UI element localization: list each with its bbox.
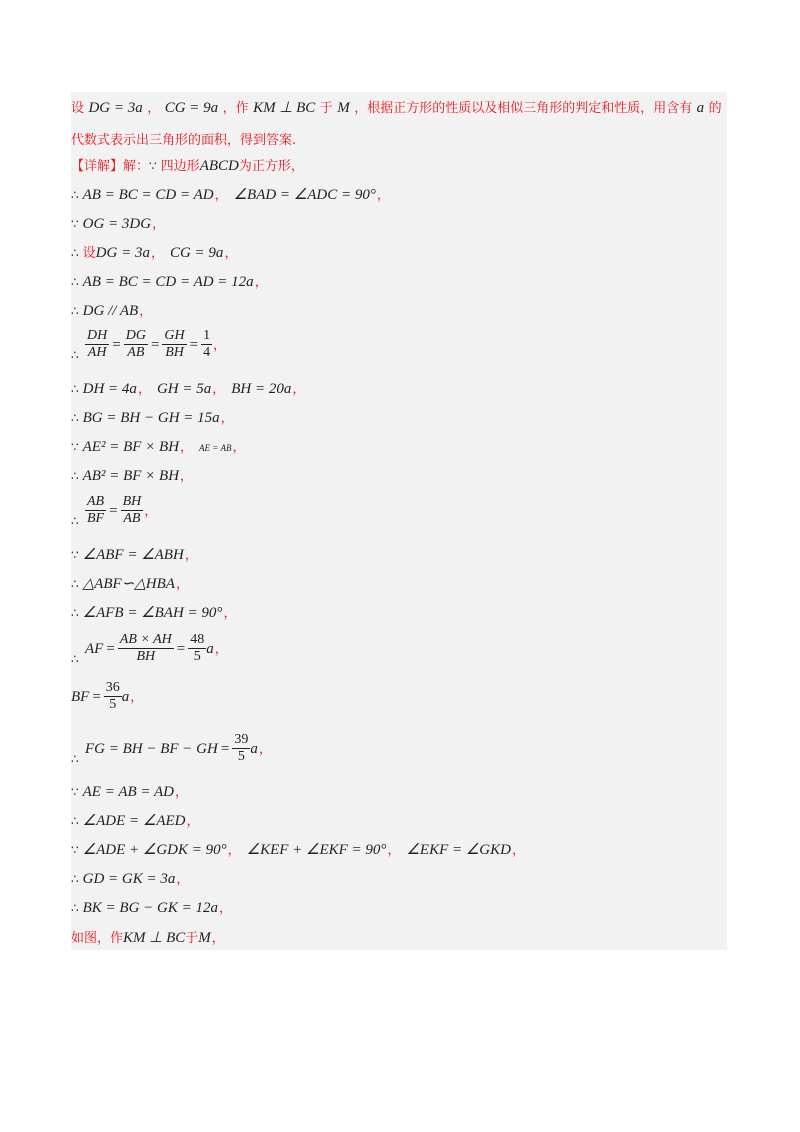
step-line (71, 185, 727, 206)
punct: ， (144, 504, 158, 519)
therefore-symbol: ∴ (71, 577, 79, 591)
last-line (71, 928, 727, 949)
therefore-symbol: ∴ (71, 411, 79, 425)
math: FG = BH − BF − GH (85, 741, 218, 757)
fraction: $\frac{AB}{BF}$ (87, 494, 105, 526)
intro-line-1 (71, 98, 727, 119)
punct: ， (139, 304, 153, 319)
therefore-symbol: ∴ (71, 275, 79, 289)
step-line (71, 301, 727, 322)
therefore-symbol: ∴ (71, 382, 79, 396)
math: DG = 3a (95, 245, 150, 261)
therefore-symbol: ∴ (71, 514, 79, 528)
punct: ， (214, 642, 228, 657)
therefore-symbol: ∴ (71, 901, 79, 915)
math: a (121, 689, 130, 705)
fraction-line: ∴ FG = BH − BF − GH = $\frac{39}{5}$ a， (71, 732, 272, 766)
math: ∠ADE = ∠AED (82, 813, 186, 829)
therefore-symbol: ∴ (71, 606, 79, 620)
step-line (71, 574, 727, 595)
math: DH = 4a (82, 381, 137, 397)
step-line (71, 898, 727, 919)
therefore-symbol: ∴ (71, 469, 79, 483)
math: M (198, 930, 211, 946)
text: 四边形 (160, 159, 200, 174)
detail-label: 【详解】 (71, 159, 124, 174)
math: KM ⊥ BC (123, 930, 186, 946)
fraction-line: BF = $\frac{36}{5}$ a， (71, 680, 144, 712)
math: AE² = BF × BH (82, 439, 180, 455)
therefore-symbol: ∴ (71, 246, 79, 260)
detail-header (71, 156, 727, 177)
punct: ， (175, 785, 189, 800)
punct: ， (232, 440, 246, 455)
fraction: $\frac{BH}{AB}$ (122, 494, 142, 526)
math: CG = 9a (164, 100, 219, 116)
text: 于 (319, 101, 333, 116)
math: ∠ADE + ∠GDK = 90° (82, 842, 227, 858)
math: ∠ABF = ∠ABH (82, 547, 184, 563)
fraction: $\frac{1}{4}$ (203, 328, 211, 360)
math: △ABF∽△HBA (82, 576, 175, 592)
therefore-symbol: ∴ (71, 304, 79, 318)
text: 设 (71, 101, 85, 116)
punct: ， (219, 901, 233, 916)
punct: ， (150, 246, 164, 261)
punct: ， (213, 338, 227, 353)
punct: ， (212, 382, 226, 397)
fraction: $\frac{39}{5}$ (234, 732, 249, 764)
punct: ， (184, 548, 198, 563)
fraction: $\frac{DH}{AH}$ (87, 328, 108, 360)
math: a (206, 641, 214, 657)
math: KM ⊥ BC (253, 100, 316, 116)
punct: ， (224, 246, 238, 261)
math: DG // AB (82, 303, 139, 319)
punct: ， (211, 931, 225, 946)
text: 解： (123, 159, 150, 174)
math: AB = BC = CD = AD = 12a (82, 274, 254, 290)
because-symbol: ∵ (71, 440, 79, 454)
punct: ， (223, 606, 237, 621)
math: BK = BG − GK = 12a (82, 900, 219, 916)
step-line (71, 603, 727, 624)
fraction-line: ∴ $\frac{DH}{AH}$ = $\frac{DG}{AB}$ = $\frac{GH}{BH}$ = $\frac{1}{4}$ ， (71, 328, 227, 362)
punct: ， (130, 690, 144, 705)
step-line (71, 437, 727, 458)
punct: ， (258, 742, 272, 757)
math: DG = 3a (88, 100, 143, 116)
text: 的 (708, 101, 722, 116)
step-line (71, 545, 727, 566)
punct: ， (254, 275, 268, 290)
punct: ， (180, 469, 194, 484)
punct: ， (175, 577, 189, 592)
therefore-symbol: ∴ (71, 752, 79, 766)
because-symbol: ∵ (71, 548, 79, 562)
intro-line-2 (71, 130, 727, 151)
step-line (71, 782, 727, 803)
step-line (71, 811, 727, 832)
math: AB² = BF × BH (82, 468, 180, 484)
math: ∠EKF = ∠GKD (406, 842, 511, 858)
math: BG = BH − GH = 15a (82, 410, 220, 426)
fraction-line: ∴ AF = $\frac{AB \times AH}{BH}$ = $\frac{48}{5}$ a， (71, 632, 228, 666)
text: ，根据正方形的性质以及相似三角形的判定和性质，用含有 (354, 101, 693, 116)
fraction: $\frac{36}{5}$ (105, 680, 120, 712)
step-line (71, 869, 727, 890)
math: M (337, 100, 350, 116)
because-symbol: ∵ (71, 217, 79, 231)
text: 代数式表示出三角形的面积，得到答案. (71, 133, 297, 148)
punct: ， (387, 843, 401, 858)
punct: ， (137, 382, 151, 397)
therefore-symbol: ∴ (71, 188, 79, 202)
math: CG = 9a (169, 245, 224, 261)
math: AF (85, 641, 104, 657)
text: ，作 (222, 101, 249, 116)
step-line (71, 243, 727, 264)
therefore-symbol: ∴ (71, 652, 79, 666)
fraction: $\frac{DG}{AB}$ (125, 328, 146, 360)
step-line (71, 214, 727, 235)
math: BH = 20a (231, 381, 292, 397)
text: 于 (185, 931, 199, 946)
math: ∠KEF + ∠EKF = 90° (246, 842, 387, 858)
punct: ， (214, 188, 228, 203)
fraction: $\frac{AB \times AH}{BH}$ (119, 632, 172, 664)
step-line (71, 840, 727, 861)
math-small: AE = AB (199, 443, 232, 453)
therefore-symbol: ∴ (71, 872, 79, 886)
step-line (71, 379, 727, 400)
math: BF (71, 689, 90, 705)
math: ∠AFB = ∠BAH = 90° (82, 605, 223, 621)
math: a (696, 100, 705, 116)
punct: ， (180, 440, 194, 455)
punct: ， (220, 411, 234, 426)
math: GD = GK = 3a (82, 871, 176, 887)
math: OG = 3DG (82, 216, 152, 232)
text: 设 (82, 246, 96, 261)
text: 如图，作 (71, 931, 124, 946)
fraction: $\frac{GH}{BH}$ (164, 328, 185, 360)
fraction-line: ∴ $\frac{AB}{BF}$ = $\frac{BH}{AB}$ ， (71, 494, 158, 528)
math: ABCD (199, 158, 239, 174)
punct: ， (176, 872, 190, 887)
punct: ， (152, 217, 166, 232)
math: AE = AB = AD (82, 784, 174, 800)
because-symbol: ∵ (71, 785, 79, 799)
text: 为正方形， (238, 159, 304, 174)
therefore-symbol: ∴ (71, 348, 79, 362)
math: GH = 5a (156, 381, 212, 397)
step-line (71, 408, 727, 429)
solution-panel (71, 92, 727, 950)
text: ， (147, 101, 161, 116)
punct: ， (292, 382, 306, 397)
fraction: $\frac{48}{5}$ (190, 632, 205, 664)
punct: ， (227, 843, 241, 858)
step-line (71, 466, 727, 487)
therefore-symbol: ∴ (71, 814, 79, 828)
math: AB = BC = CD = AD (82, 187, 214, 203)
math: a (250, 741, 258, 757)
because-symbol: ∵ (149, 159, 157, 173)
punct: ， (376, 188, 390, 203)
punct: ， (186, 814, 200, 829)
because-symbol: ∵ (71, 843, 79, 857)
punct: ， (511, 843, 525, 858)
math: ∠BAD = ∠ADC = 90° (233, 187, 376, 203)
step-line (71, 272, 727, 293)
